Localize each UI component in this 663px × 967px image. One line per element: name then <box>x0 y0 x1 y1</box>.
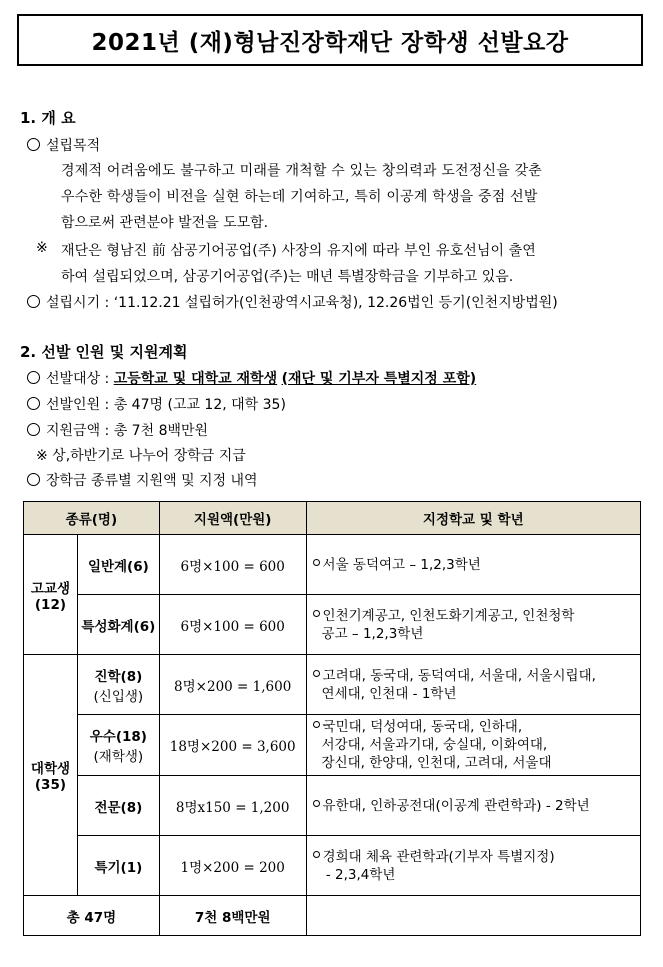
table-row <box>24 655 641 715</box>
count-text: 선발인원 : 총 47명 (고교 12, 대학 35) <box>46 397 286 413</box>
table-row <box>24 836 641 896</box>
row-detail: 유한대, 인하공전대(이공계 관련학과) - 2학년 <box>306 776 640 836</box>
row-detail: 서울 동덕여고 – 1,2,3학년 <box>306 535 640 595</box>
purpose-line-1: 경제적 어려움에도 불구하고 미래를 개척할 수 있는 창의력과 도전정신을 갖춘 <box>61 163 543 179</box>
amount-line <box>27 420 208 440</box>
header-type: 종류(명) <box>24 502 160 535</box>
row-type: 전문(8) <box>77 776 159 836</box>
row-amount: 18명×200 = 3,600 <box>159 715 306 776</box>
circle-bullet-icon <box>27 138 40 151</box>
row-type: 진학(8) (신입생) <box>77 655 159 715</box>
section1-heading: 1. 개 요 <box>20 109 76 127</box>
purpose-line-2: 우수한 학생들이 비전을 실현 하는데 기여하고, 특히 이공계 학생을 중점 선발 <box>61 189 538 205</box>
circle-bullet-icon <box>27 397 40 410</box>
count-line <box>27 394 286 414</box>
header-detail: 지정학교 및 학년 <box>306 502 640 535</box>
total-empty-cell <box>306 896 640 936</box>
target-label: 선발대상 : <box>46 371 114 387</box>
group-high: 고교생 (12) <box>24 535 78 655</box>
row-type: 우수(18) (재학생) <box>77 715 159 776</box>
row-type: 특성화계(6) <box>77 595 159 655</box>
founding-text: 설립시기 : ‘11.12.21 설립허가(인천광역시교육청), 12.26법인 등기(인천지방법원) <box>46 295 558 311</box>
circle-bullet-icon <box>27 295 40 308</box>
scholarship-table <box>23 501 641 936</box>
note-line-2: 하여 설립되었으며, 삼공기어공업(주)는 매년 특별장학금을 기부하고 있음. <box>61 269 514 285</box>
row-detail: 고려대, 동국대, 동덕여대, 서울대, 서울시립대, 연세대, 인천대 - 1학년 <box>306 655 640 715</box>
purpose-label-line <box>27 135 100 155</box>
total-amount: 7천 8백만원 <box>159 896 306 936</box>
table-row <box>24 535 641 595</box>
row-amount: 6명×100 = 600 <box>159 595 306 655</box>
row-amount: 1명×200 = 200 <box>159 836 306 896</box>
note-mark: ※ <box>36 240 48 256</box>
target-extra: (재단 및 기부자 특별지정 포함) <box>281 371 477 387</box>
row-detail: 인천기계공고, 인천도화기계공고, 인천청학 공고 – 1,2,3학년 <box>306 595 640 655</box>
title-box <box>17 14 643 66</box>
amount-note: ※ 상,하반기로 나누어 장학금 지급 <box>36 448 246 464</box>
table-row <box>24 776 641 836</box>
table-header-row <box>24 502 641 535</box>
table-row <box>24 595 641 655</box>
table-total-row <box>24 896 641 936</box>
row-detail: 경희대 체육 관련학과(기부자 특별지정) - 2,3,4학년 <box>306 836 640 896</box>
row-amount: 8명×200 = 1,600 <box>159 655 306 715</box>
group-univ: 대학생 (35) <box>24 655 78 896</box>
founding-line <box>27 292 558 312</box>
target-line <box>27 368 476 388</box>
row-amount: 8명x150 = 1,200 <box>159 776 306 836</box>
target-value: 고등학교 및 대학교 재학생 <box>113 371 278 387</box>
amount-text: 지원금액 : 총 7천 8백만원 <box>46 423 209 439</box>
row-type: 일반계(6) <box>77 535 159 595</box>
row-type: 특기(1) <box>77 836 159 896</box>
circle-bullet-icon <box>27 371 40 384</box>
section2-heading: 2. 선발 인원 및 지원계획 <box>20 343 188 361</box>
header-amount: 지원액(만원) <box>159 502 306 535</box>
note-line-1: 재단은 형남진 前 삼공기어공업(주) 사장의 유지에 따라 부인 유호선님이 출연 <box>61 243 536 259</box>
purpose-line-3: 함으로써 관련분야 발전을 도모함. <box>61 215 269 231</box>
purpose-label: 설립목적 <box>46 138 101 154</box>
circle-bullet-icon <box>27 423 40 436</box>
types-label: 장학금 종류별 지원액 및 지정 내역 <box>46 473 258 489</box>
total-label: 총 47명 <box>24 896 160 936</box>
row-amount: 6명×100 = 600 <box>159 535 306 595</box>
row-detail: 국민대, 덕성여대, 동국대, 인하대, 서강대, 서울과기대, 숭실대, 이화여대, 장신대, 한양대, 인천대, 고려대, 서울대 <box>306 715 640 776</box>
page-title: 2021년 (재)형남진장학재단 장학생 선발요강 <box>91 29 569 56</box>
types-line <box>27 470 258 490</box>
table-row <box>24 715 641 776</box>
circle-bullet-icon <box>27 473 40 486</box>
